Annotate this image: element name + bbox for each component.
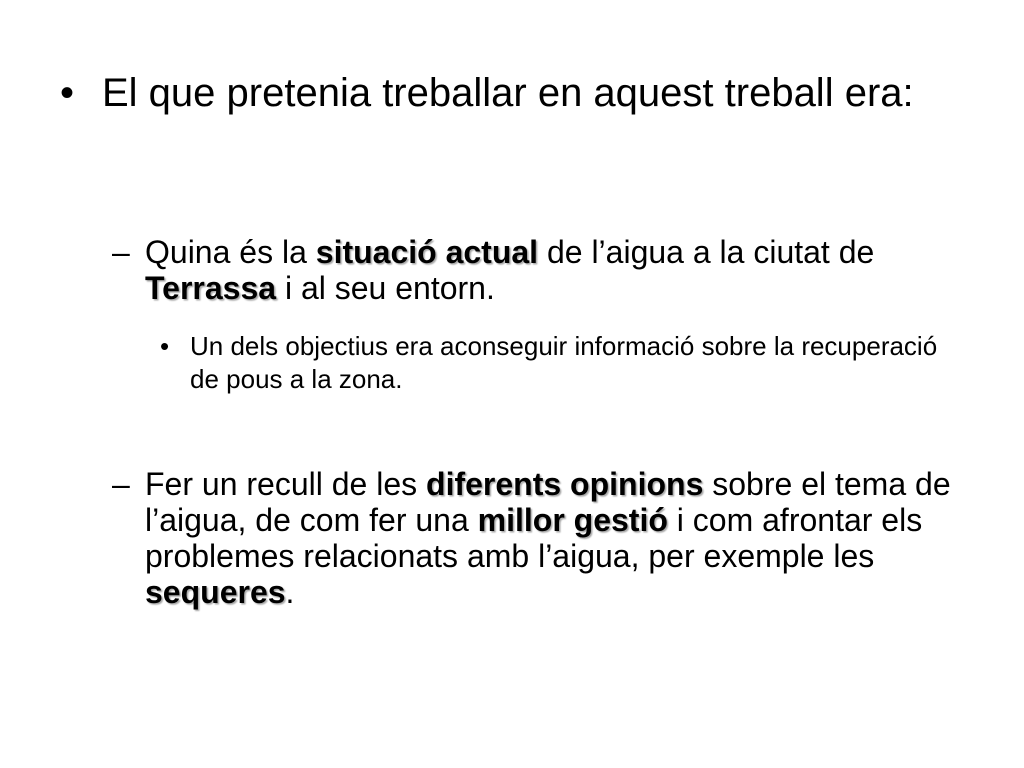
text-run: Quina és la	[145, 234, 316, 270]
dash-icon: –	[112, 234, 130, 270]
detail-point-wells	[160, 330, 960, 396]
text-run: sobre el tema de l’aigua, de com fer una	[145, 466, 951, 538]
detail-point-text: Un dels objectius era aconseguir informació sobre la recuperació de pous a la zona.	[190, 331, 938, 394]
emphasis-better-management: millor gestió	[477, 502, 668, 538]
main-point-text: El que pretenia treballar en aquest treball era:	[102, 71, 914, 115]
sub-point-current-situation	[112, 234, 962, 306]
emphasis-different-opinions: diferents opinions	[426, 466, 704, 502]
bullet-icon: •	[60, 71, 75, 115]
emphasis-current-situation: situació actual	[315, 234, 539, 270]
dash-icon: –	[112, 466, 130, 502]
bullet-icon: •	[160, 331, 170, 361]
emphasis-terrassa: Terrassa	[145, 270, 277, 306]
text-run: i al seu entorn.	[276, 270, 495, 306]
text-run: de l’aigua a la ciutat de	[538, 234, 875, 270]
text-run: .	[285, 574, 295, 610]
text-run: Fer un recull de les	[145, 466, 427, 502]
sub-point-opinions	[112, 466, 962, 610]
main-bullet-point	[60, 70, 960, 116]
sub-point-text	[145, 234, 962, 306]
sub-point-text	[145, 466, 962, 610]
text-run: i com afrontar els problemes relacionats amb l’aigua, per exemple les	[145, 502, 923, 574]
emphasis-droughts: sequeres	[145, 574, 286, 610]
